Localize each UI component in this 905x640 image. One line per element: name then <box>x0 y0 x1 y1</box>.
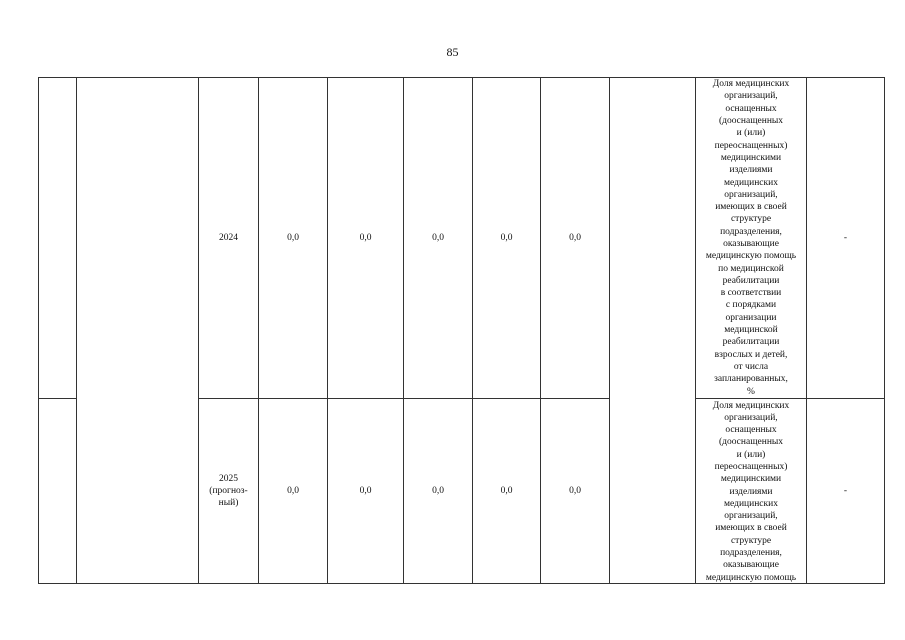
data-table <box>38 77 885 584</box>
year-cell: 2024 <box>199 78 259 399</box>
indicator-cell: Доля медицинских организаций, оснащенных (дооснащенных и (или) переоснащенных) медицинскими изделиями медицинских организаций, имеющих в своей структуре подразделения, оказывающие медицинскую помощь по медицинской реабилитации в соответствии с порядками организации медицинской реабилитации взрослых и детей, от числа запланированных, % <box>696 78 807 399</box>
value-cell: 0,0 <box>541 399 610 584</box>
value-cell: 0,0 <box>541 78 610 399</box>
indicator-cell: Доля медицинских организаций, оснащенных (дооснащенных и (или) переоснащенных) медицинскими изделиями медицинских организаций, имеющих в своей структуре подразделения, оказывающие медицинскую помощь <box>696 399 807 584</box>
table-row <box>39 78 885 399</box>
indicator-value-cell: - <box>807 78 885 399</box>
value-cell: 0,0 <box>473 399 541 584</box>
value-cell: 0,0 <box>404 78 473 399</box>
value-cell: 0,0 <box>259 78 328 399</box>
name-cell <box>77 78 199 584</box>
responsible-cell <box>610 78 696 584</box>
indicator-value-cell: - <box>807 399 885 584</box>
page-number: 85 <box>446 45 459 59</box>
value-cell: 0,0 <box>404 399 473 584</box>
number-cell <box>39 78 77 399</box>
value-cell: 0,0 <box>259 399 328 584</box>
year-cell: 2025 (прогноз- ный) <box>199 399 259 584</box>
number-cell <box>39 399 77 584</box>
value-cell: 0,0 <box>328 78 404 399</box>
value-cell: 0,0 <box>328 399 404 584</box>
value-cell: 0,0 <box>473 78 541 399</box>
